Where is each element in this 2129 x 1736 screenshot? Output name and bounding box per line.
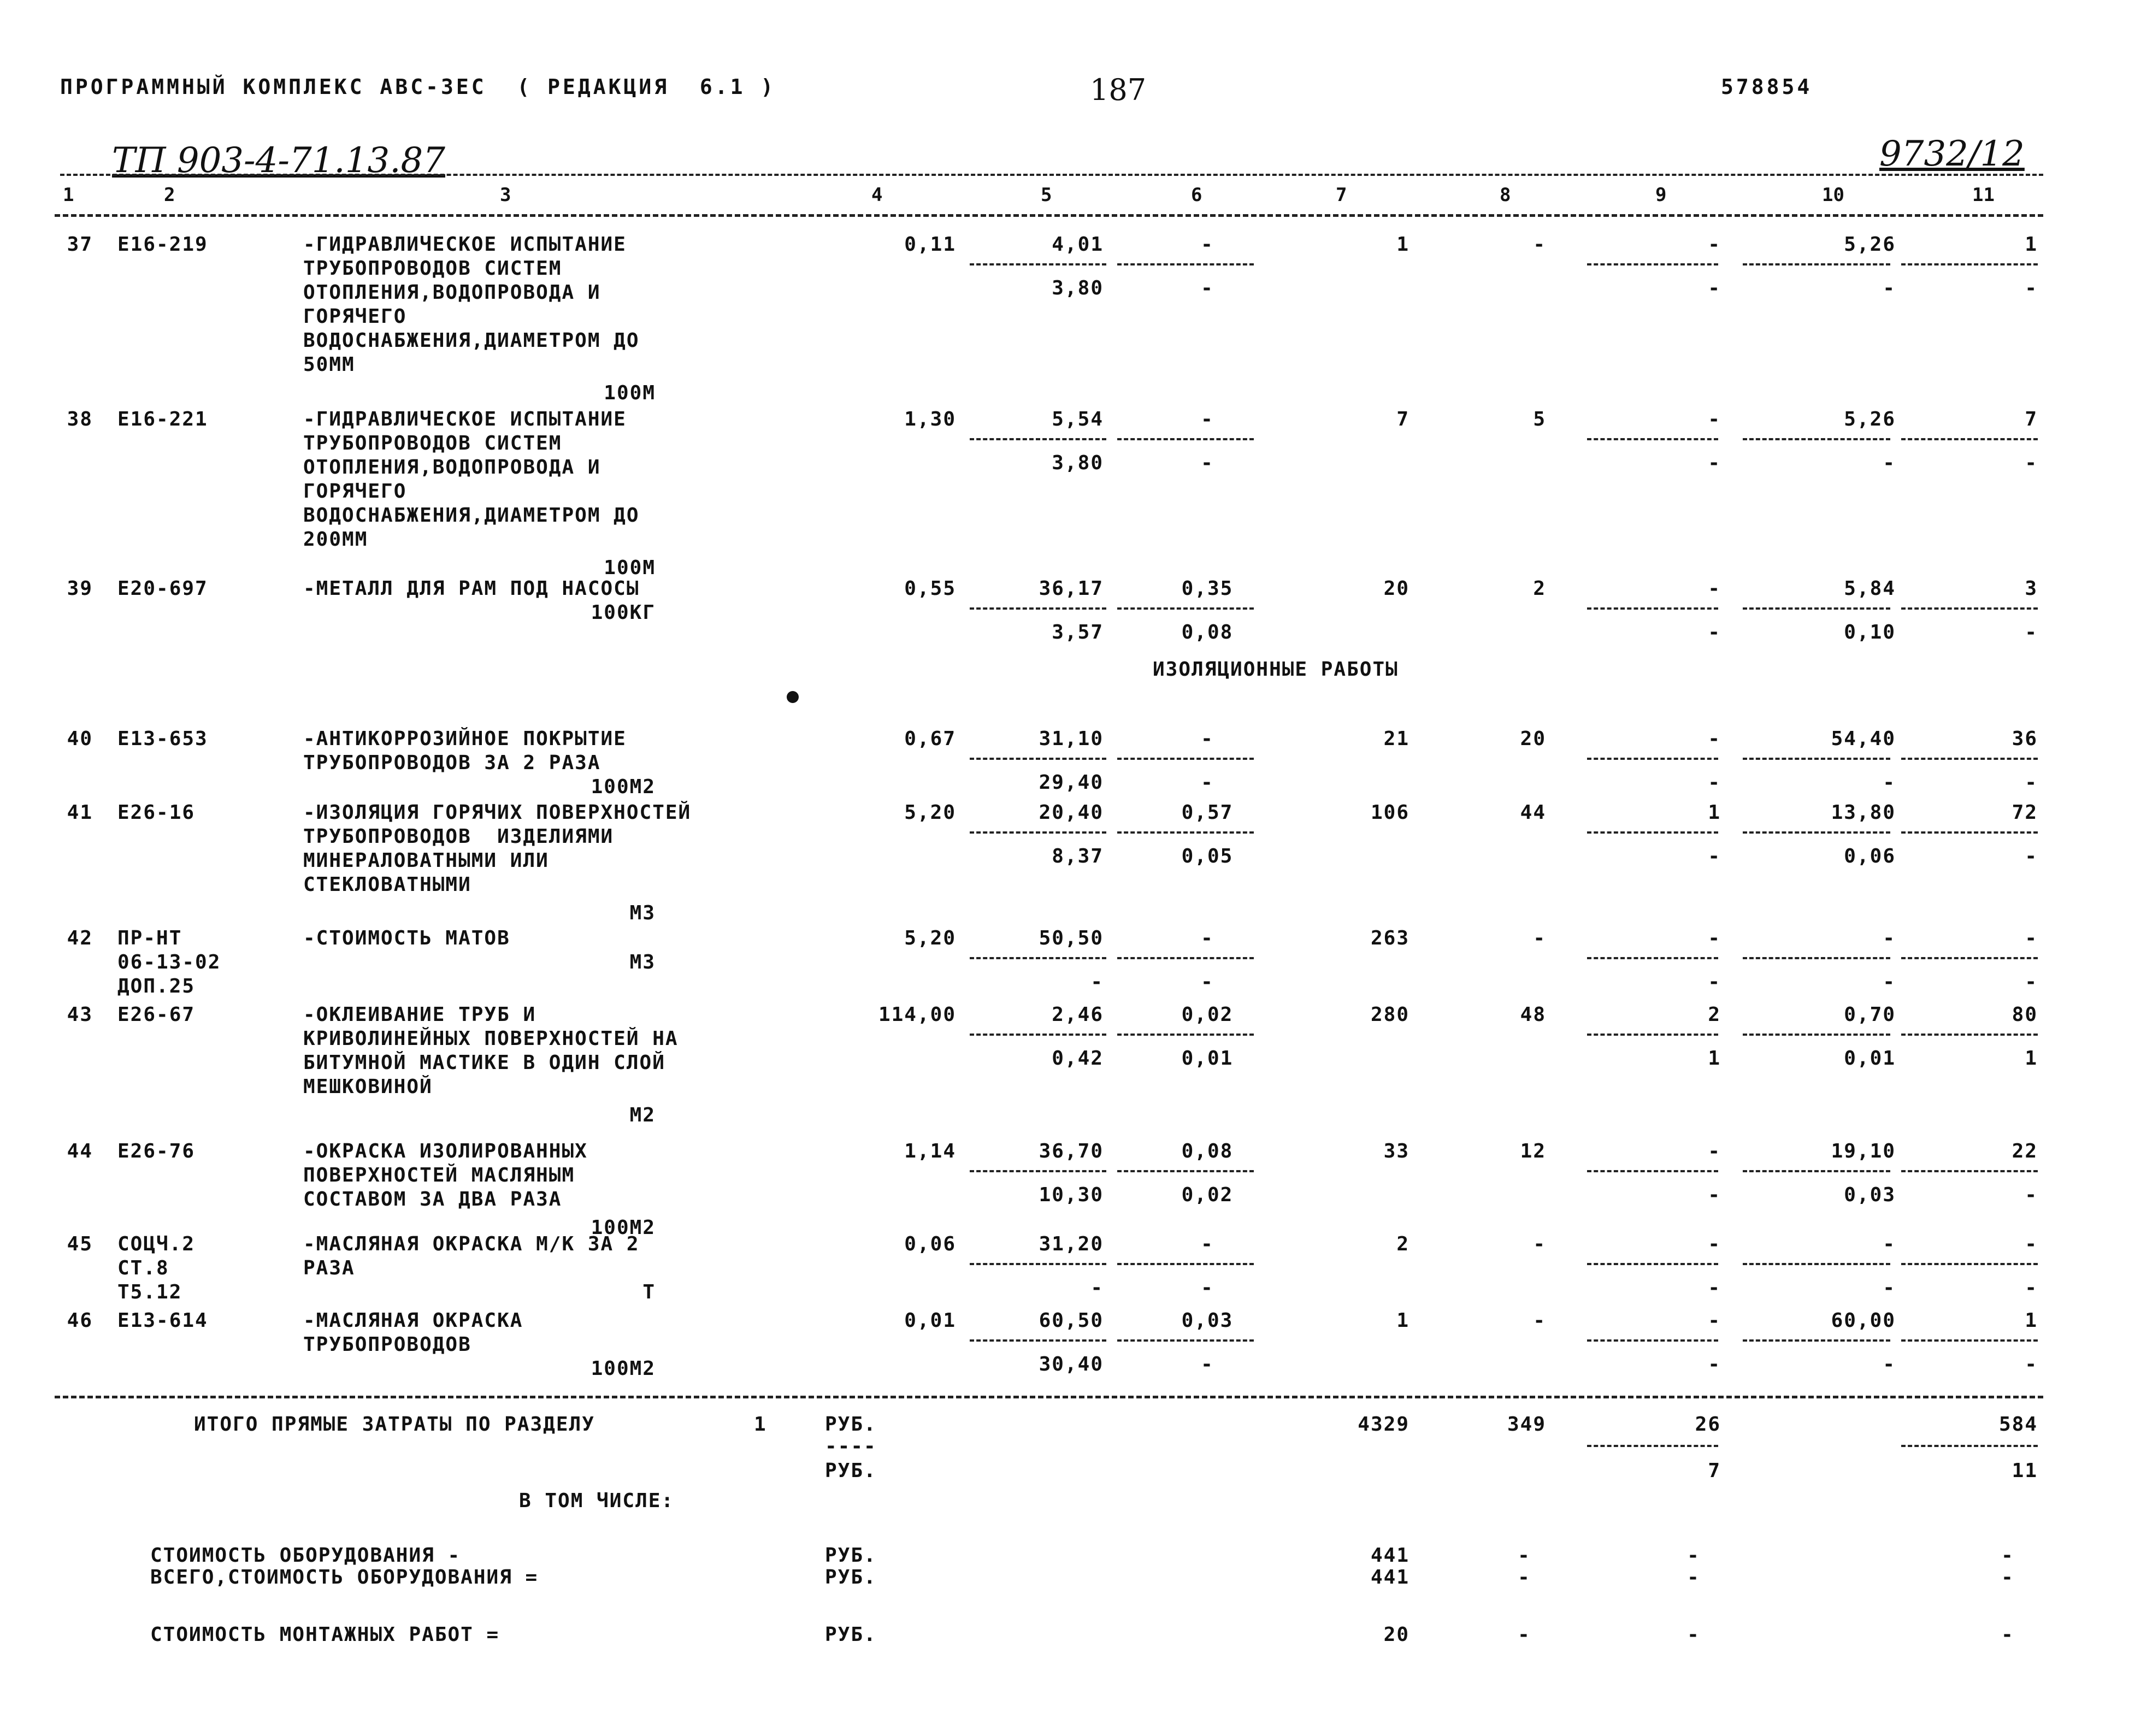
col11-divider: [1901, 957, 2038, 959]
equipment-total-col9: -: [1687, 1566, 1700, 1589]
col5-divider: [970, 957, 1106, 959]
col9-divider: [1587, 831, 1718, 834]
machine-wages: 0,01: [1181, 1047, 1234, 1070]
machine-wages: -: [1201, 1277, 1214, 1299]
total-cost: 280: [1370, 1003, 1409, 1026]
labor-machine-total: -: [2025, 1184, 2038, 1206]
col-4: 4: [871, 184, 883, 206]
equipment-total-col11: -: [2001, 1566, 2014, 1589]
machine-wages-total: -: [1708, 621, 1721, 643]
machine-cost: -: [1201, 408, 1214, 430]
work-description: СТЕКЛОВАТНЫМИ: [303, 873, 471, 896]
labor-total: 7: [2025, 408, 2038, 430]
total-cost: 21: [1383, 728, 1409, 750]
totals-col8: 349: [1507, 1413, 1546, 1436]
totals-label: ИТОГО ПРЯМЫЕ ЗАТРАТЫ ПО РАЗДЕЛУ: [194, 1413, 595, 1436]
machine-wages-total: -: [1708, 971, 1721, 993]
norm-code: ДОП.25: [117, 975, 196, 997]
document-number: 9732/12: [1879, 134, 2025, 174]
row-number: 39: [67, 577, 93, 600]
wages-total: 20: [1520, 728, 1546, 750]
labor-unit: 5,84: [1844, 577, 1896, 600]
machine-wages: -: [1201, 452, 1214, 474]
col11-divider: [1901, 263, 2038, 265]
total-cost: 33: [1383, 1140, 1409, 1162]
unit-of-measure: 100КГ: [591, 601, 656, 624]
col10-divider: [1743, 1170, 1890, 1172]
labor-machine-unit: -: [1883, 452, 1896, 474]
col9-divider: [1587, 607, 1718, 610]
labor-unit: 5,26: [1844, 408, 1896, 430]
col-8: 8: [1500, 184, 1511, 206]
labor-machine-unit: 0,10: [1844, 621, 1896, 643]
labor-total: 22: [2012, 1140, 2038, 1162]
work-description: ТРУБОПРОВОДОВ ЗА 2 РАЗА: [303, 752, 601, 774]
work-description: 50ММ: [303, 353, 355, 376]
row-number: 37: [67, 233, 93, 256]
labor-total: 1: [2025, 233, 2038, 256]
unit-cost-total: 36,70: [1039, 1140, 1104, 1162]
row-number: 44: [67, 1140, 93, 1162]
labor-total: 72: [2012, 801, 2038, 824]
col11-divider: [1901, 438, 2038, 440]
machine-wages-total: -: [1708, 845, 1721, 867]
col10-divider: [1743, 831, 1890, 834]
total-cost: 263: [1370, 927, 1409, 949]
quantity: 1,30: [904, 408, 956, 430]
unit-cost-wages: 3,80: [1052, 452, 1104, 474]
col5-divider: [970, 1034, 1106, 1036]
labor-machine-unit: 0,01: [1844, 1047, 1896, 1070]
unit-cost-wages: 0,42: [1052, 1047, 1104, 1070]
row-number: 40: [67, 728, 93, 750]
quantity: 0,01: [904, 1309, 956, 1332]
col11-divider: [1901, 1034, 2038, 1036]
work-description: -МЕТАЛЛ ДЛЯ РАМ ПОД НАСОСЫ: [303, 577, 640, 600]
col9-divider: [1587, 1263, 1718, 1265]
work-description: ВОДОСНАБЖЕНИЯ,ДИАМЕТРОМ ДО: [303, 329, 640, 352]
mounting-value: 20: [1383, 1623, 1409, 1646]
wages-total: 5: [1533, 408, 1546, 430]
unit-cost-wages: 3,80: [1052, 277, 1104, 299]
quantity: 0,67: [904, 728, 956, 750]
norm-code: Е20-697: [117, 577, 208, 600]
col10-divider: [1743, 438, 1890, 440]
machine-wages: -: [1201, 971, 1214, 993]
machine-cost: -: [1201, 1233, 1214, 1255]
work-description: ОТОПЛЕНИЯ,ВОДОПРОВОДА И: [303, 456, 601, 479]
machine-cost: 0,57: [1181, 801, 1234, 824]
machine-wages: 0,08: [1181, 621, 1234, 643]
col6-divider: [1117, 957, 1254, 959]
col5-divider: [970, 758, 1106, 760]
col10-divider: [1743, 1034, 1890, 1036]
labor-machine-unit: -: [1883, 971, 1896, 993]
work-description: -СТОИМОСТЬ МАТОВ: [303, 927, 510, 949]
work-description: ТРУБОПРОВОДОВ СИСТЕМ: [303, 257, 562, 280]
col6-divider: [1117, 1339, 1254, 1342]
col10-divider: [1743, 607, 1890, 610]
labor-machine-unit: 0,06: [1844, 845, 1896, 867]
work-description: -МАСЛЯНАЯ ОКРАСКА М/К ЗА 2: [303, 1233, 640, 1255]
page-number: 187: [1090, 73, 1147, 107]
labor-unit: 60,00: [1831, 1309, 1896, 1332]
labor-machine-unit: -: [1883, 277, 1896, 299]
machine-cost: 0,35: [1181, 577, 1234, 600]
norm-code: ПР-НТ: [117, 927, 182, 949]
work-description: -ОКРАСКА ИЗОЛИРОВАННЫХ: [303, 1140, 588, 1162]
including-label: В ТОМ ЧИСЛЕ:: [519, 1490, 675, 1512]
equipment-rub: РУБ.: [825, 1544, 877, 1567]
unit-of-measure: 100М: [604, 557, 656, 579]
labor-machine-total: -: [2025, 1353, 2038, 1375]
wages-total: -: [1533, 1309, 1546, 1332]
labor-total: 1: [2025, 1309, 2038, 1332]
work-description: ВОДОСНАБЖЕНИЯ,ДИАМЕТРОМ ДО: [303, 504, 640, 527]
labor-unit: -: [1883, 927, 1896, 949]
row-number: 38: [67, 408, 93, 430]
machine-wages: 0,02: [1181, 1184, 1234, 1206]
col6-divider: [1117, 831, 1254, 834]
col-11: 11: [1972, 184, 1995, 206]
unit-of-measure: Т: [642, 1281, 656, 1303]
col5-divider: [970, 1170, 1106, 1172]
col-9: 9: [1655, 184, 1667, 206]
machine-total: -: [1708, 728, 1721, 750]
work-description: БИТУМНОЙ МАСТИКЕ В ОДИН СЛОЙ: [303, 1052, 665, 1074]
quantity: 5,20: [904, 927, 956, 949]
machine-wages-total: -: [1708, 1184, 1721, 1206]
quantity: 114,00: [878, 1003, 956, 1026]
labor-machine-total: 1: [2025, 1047, 2038, 1070]
labor-unit: 0,70: [1844, 1003, 1896, 1026]
machine-total: 1: [1708, 801, 1721, 824]
labor-machine-total: -: [2025, 277, 2038, 299]
work-description: 200ММ: [303, 528, 368, 551]
machine-wages: 0,05: [1181, 845, 1234, 867]
work-description: -ГИДРАВЛИЧЕСКОЕ ИСПЫТАНИЕ: [303, 233, 627, 256]
work-description: -ИЗОЛЯЦИЯ ГОРЯЧИХ ПОВЕРХНОСТЕЙ: [303, 801, 692, 824]
col5-divider: [970, 607, 1106, 610]
work-description: -АНТИКОРРОЗИЙНОЕ ПОКРЫТИЕ: [303, 728, 627, 750]
mounting-col11: -: [2001, 1623, 2014, 1646]
totals-rub-1: РУБ.: [825, 1413, 877, 1436]
total-cost: 106: [1370, 801, 1409, 824]
labor-unit: 19,10: [1831, 1140, 1896, 1162]
machine-cost: -: [1201, 927, 1214, 949]
machine-total: -: [1708, 1140, 1721, 1162]
labor-machine-total: -: [2025, 452, 2038, 474]
col9-divider: [1587, 957, 1718, 959]
norm-code: Е13-614: [117, 1309, 208, 1332]
col11-divider: [1901, 607, 2038, 610]
wages-total: 12: [1520, 1140, 1546, 1162]
col-10: 10: [1822, 184, 1844, 206]
col6-divider: [1117, 263, 1254, 265]
totals-col11a: 584: [1998, 1413, 2038, 1436]
labor-unit: -: [1883, 1233, 1896, 1255]
unit-cost-total: 31,10: [1039, 728, 1104, 750]
equipment-total-rub: РУБ.: [825, 1566, 877, 1589]
wages-total: 44: [1520, 801, 1546, 824]
col5-divider: [970, 263, 1106, 265]
norm-code: Е26-16: [117, 801, 196, 824]
total-cost: 2: [1396, 1233, 1409, 1255]
unit-cost-wages: 29,40: [1039, 771, 1104, 794]
col11-divider: [1901, 831, 2038, 834]
quantity: 0,55: [904, 577, 956, 600]
header-rule: [55, 214, 2043, 217]
totals-rub-dash: ----: [825, 1435, 877, 1457]
col-5: 5: [1041, 184, 1052, 206]
wages-total: -: [1533, 233, 1546, 256]
row-number: 43: [67, 1003, 93, 1026]
col9-divider: [1587, 438, 1718, 440]
labor-machine-total: -: [2025, 621, 2038, 643]
doc-code: 578854: [1721, 75, 1813, 99]
machine-wages-total: -: [1708, 771, 1721, 794]
col-7: 7: [1336, 184, 1347, 206]
equipment-total-value: 441: [1370, 1566, 1409, 1589]
col11-divider: [1901, 1170, 2038, 1172]
equipment-total-col8: -: [1518, 1566, 1531, 1589]
col6-divider: [1117, 1263, 1254, 1265]
norm-code: Е16-219: [117, 233, 208, 256]
labor-machine-total: -: [2025, 771, 2038, 794]
unit-of-measure: М2: [629, 1104, 656, 1126]
wages-total: 48: [1520, 1003, 1546, 1026]
wages-total: -: [1533, 927, 1546, 949]
unit-of-measure: М3: [629, 951, 656, 973]
section-title: ИЗОЛЯЦИОННЫЕ РАБОТЫ: [1153, 658, 1399, 681]
total-cost: 7: [1396, 408, 1409, 430]
quantity: 0,06: [904, 1233, 956, 1255]
row-number: 46: [67, 1309, 93, 1332]
total-cost: 20: [1383, 577, 1409, 600]
unit-cost-total: 50,50: [1039, 927, 1104, 949]
norm-code: СОЦЧ.2: [117, 1233, 196, 1255]
labor-unit: 13,80: [1831, 801, 1896, 824]
col5-divider: [970, 1263, 1106, 1265]
norm-code: Е26-76: [117, 1140, 196, 1162]
labor-machine-unit: -: [1883, 1353, 1896, 1375]
quantity: 0,11: [904, 233, 956, 256]
col6-divider: [1117, 758, 1254, 760]
equipment-col11: -: [2001, 1544, 2014, 1567]
machine-wages: -: [1201, 771, 1214, 794]
machine-total: -: [1708, 408, 1721, 430]
col5-divider: [970, 831, 1106, 834]
col10-divider: [1743, 263, 1890, 265]
col-3: 3: [500, 184, 511, 206]
labor-unit: 5,26: [1844, 233, 1896, 256]
work-description: -ОКЛЕИВАНИЕ ТРУБ И: [303, 1003, 536, 1026]
work-description: МЕШКОВИНОЙ: [303, 1076, 433, 1098]
machine-wages-total: -: [1708, 277, 1721, 299]
totals-section: 1: [754, 1413, 767, 1436]
totals-col9-divider: [1587, 1445, 1718, 1447]
col10-divider: [1743, 957, 1890, 959]
labor-total: 36: [2012, 728, 2038, 750]
labor-machine-unit: -: [1883, 1277, 1896, 1299]
col9-divider: [1587, 1170, 1718, 1172]
unit-of-measure: 100М: [604, 382, 656, 404]
norm-code: Е13-653: [117, 728, 208, 750]
col5-divider: [970, 438, 1106, 440]
col9-divider: [1587, 1034, 1718, 1036]
work-description: СОСТАВОМ ЗА ДВА РАЗА: [303, 1188, 562, 1211]
unit-cost-wages: -: [1090, 971, 1104, 993]
unit-of-measure: М3: [629, 902, 656, 924]
machine-cost: -: [1201, 233, 1214, 256]
wages-total: -: [1533, 1233, 1546, 1255]
totals-rub-2: РУБ.: [825, 1460, 877, 1482]
wages-total: 2: [1533, 577, 1546, 600]
col11-divider: [1901, 1263, 2038, 1265]
norm-code: Е26-67: [117, 1003, 196, 1026]
unit-cost-total: 20,40: [1039, 801, 1104, 824]
col11-divider: [1901, 1339, 2038, 1342]
unit-cost-total: 4,01: [1052, 233, 1104, 256]
unit-of-measure: 100М2: [591, 776, 656, 798]
col9-divider: [1587, 758, 1718, 760]
labor-machine-total: -: [2025, 1277, 2038, 1299]
machine-total: -: [1708, 1233, 1721, 1255]
totals-col11-divider: [1901, 1445, 2038, 1447]
labor-total: -: [2025, 1233, 2038, 1255]
col9-divider: [1587, 1339, 1718, 1342]
equipment-value: 441: [1370, 1544, 1409, 1567]
work-description: МИНЕРАЛОВАТНЫМИ ИЛИ: [303, 849, 549, 872]
col6-divider: [1117, 1034, 1254, 1036]
machine-total: -: [1708, 927, 1721, 949]
col-1: 1: [63, 184, 74, 206]
program-title: ПРОГРАММНЫЙ КОМПЛЕКС АВС-ЗЕС ( РЕДАКЦИЯ 6.1 ): [60, 75, 776, 99]
work-description: РАЗА: [303, 1257, 355, 1279]
unit-cost-wages: 3,57: [1052, 621, 1104, 643]
col9-divider: [1587, 263, 1718, 265]
work-description: -ГИДРАВЛИЧЕСКОЕ ИСПЫТАНИЕ: [303, 408, 627, 430]
labor-machine-unit: 0,03: [1844, 1184, 1896, 1206]
col6-divider: [1117, 1170, 1254, 1172]
equipment-total-label: ВСЕГО,СТОИМОСТЬ ОБОРУДОВАНИЯ =: [150, 1566, 539, 1589]
machine-wages: -: [1201, 1353, 1214, 1375]
col11-divider: [1901, 758, 2038, 760]
unit-cost-total: 2,46: [1052, 1003, 1104, 1026]
totals-col9a: 26: [1695, 1413, 1721, 1436]
machine-wages-total: -: [1708, 1353, 1721, 1375]
totals-rule: [55, 1396, 2043, 1398]
machine-wages-total: 1: [1708, 1047, 1721, 1070]
norm-code: СТ.8: [117, 1257, 169, 1279]
work-description: ТРУБОПРОВОДОВ СИСТЕМ: [303, 432, 562, 454]
mounting-rub: РУБ.: [825, 1623, 877, 1646]
col-2: 2: [164, 184, 175, 206]
labor-total: -: [2025, 927, 2038, 949]
unit-cost-wages: -: [1090, 1277, 1104, 1299]
unit-cost-wages: 30,40: [1039, 1353, 1104, 1375]
row-number: 41: [67, 801, 93, 824]
total-cost: 1: [1396, 1309, 1409, 1332]
col5-divider: [970, 1339, 1106, 1342]
work-description: ОТОПЛЕНИЯ,ВОДОПРОВОДА И: [303, 281, 601, 304]
labor-unit: 54,40: [1831, 728, 1896, 750]
work-description: ПОВЕРХНОСТЕЙ МАСЛЯНЫМ: [303, 1164, 575, 1186]
machine-wages-total: -: [1708, 452, 1721, 474]
unit-of-measure: 100М2: [591, 1217, 656, 1239]
equipment-col9: -: [1687, 1544, 1700, 1567]
machine-cost: 0,02: [1181, 1003, 1234, 1026]
unit-cost-total: 36,17: [1039, 577, 1104, 600]
mounting-label: СТОИМОСТЬ МОНТАЖНЫХ РАБОТ =: [150, 1623, 500, 1646]
labor-total: 80: [2012, 1003, 2038, 1026]
unit-cost-total: 5,54: [1052, 408, 1104, 430]
norm-code: 06-13-02: [117, 951, 221, 973]
machine-total: -: [1708, 577, 1721, 600]
equipment-label: СТОИМОСТЬ ОБОРУДОВАНИЯ -: [150, 1544, 461, 1567]
machine-cost: 0,08: [1181, 1140, 1234, 1162]
col6-divider: [1117, 438, 1254, 440]
machine-total: -: [1708, 1309, 1721, 1332]
machine-cost: -: [1201, 728, 1214, 750]
col10-divider: [1743, 1339, 1890, 1342]
mounting-col9: -: [1687, 1623, 1700, 1646]
work-description: -МАСЛЯНАЯ ОКРАСКА: [303, 1309, 523, 1332]
labor-machine-unit: -: [1883, 771, 1896, 794]
labor-total: 3: [2025, 577, 2038, 600]
work-description: ТРУБОПРОВОДОВ ИЗДЕЛИЯМИ: [303, 825, 614, 848]
machine-cost: 0,03: [1181, 1309, 1234, 1332]
row-number: 45: [67, 1233, 93, 1255]
col10-divider: [1743, 1263, 1890, 1265]
totals-col7: 4329: [1358, 1413, 1409, 1436]
machine-total: -: [1708, 233, 1721, 256]
unit-cost-wages: 10,30: [1039, 1184, 1104, 1206]
totals-col9b: 7: [1708, 1460, 1721, 1482]
mounting-col8: -: [1518, 1623, 1531, 1646]
machine-wages-total: -: [1708, 1277, 1721, 1299]
work-description: ГОРЯЧЕГО: [303, 305, 407, 328]
quantity: 5,20: [904, 801, 956, 824]
col-6: 6: [1191, 184, 1202, 206]
col6-divider: [1117, 607, 1254, 610]
machine-wages: -: [1201, 277, 1214, 299]
work-description: КРИВОЛИНЕЙНЫХ ПОВЕРХНОСТЕЙ НА: [303, 1028, 679, 1050]
labor-machine-total: -: [2025, 971, 2038, 993]
unit-cost-total: 60,50: [1039, 1309, 1104, 1332]
norm-code: Е16-221: [117, 408, 208, 430]
unit-cost-wages: 8,37: [1052, 845, 1104, 867]
work-description: ТРУБОПРОВОДОВ: [303, 1333, 471, 1356]
unit-cost-total: 31,20: [1039, 1233, 1104, 1255]
labor-machine-total: -: [2025, 845, 2038, 867]
bullet-dot: [787, 691, 799, 703]
unit-of-measure: 100М2: [591, 1357, 656, 1380]
totals-col11b: 11: [2012, 1460, 2038, 1482]
work-description: ГОРЯЧЕГО: [303, 480, 407, 503]
document-id: ТП 903-4-71.13.87: [112, 140, 445, 181]
equipment-col8: -: [1518, 1544, 1531, 1567]
norm-code: Т5.12: [117, 1281, 182, 1303]
col10-divider: [1743, 758, 1890, 760]
total-cost: 1: [1396, 233, 1409, 256]
header-dotted-line: [60, 174, 2043, 176]
row-number: 42: [67, 927, 93, 949]
quantity: 1,14: [904, 1140, 956, 1162]
machine-total: 2: [1708, 1003, 1721, 1026]
